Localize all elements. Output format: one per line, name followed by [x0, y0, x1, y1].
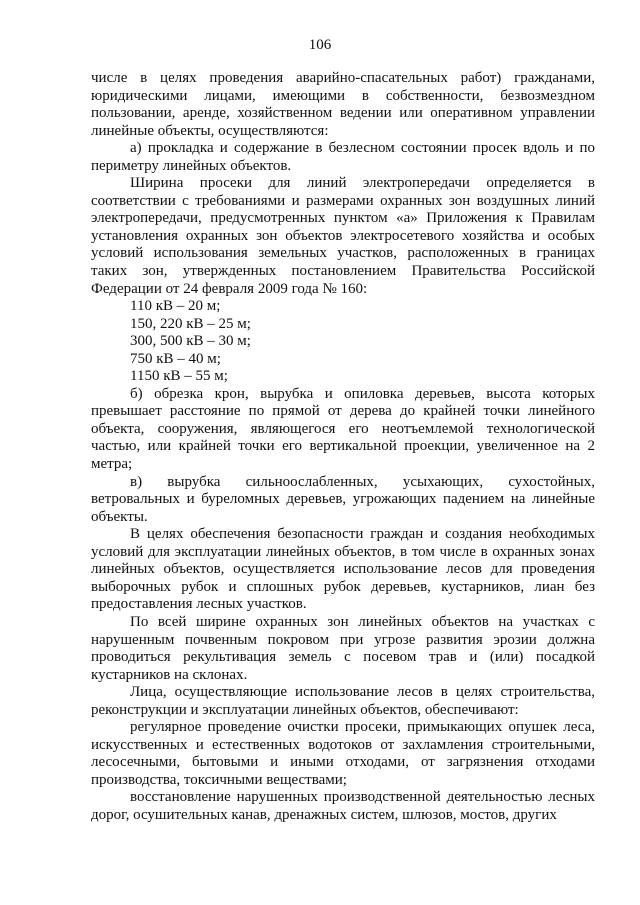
voltage-list-item: 1150 кВ – 55 м; — [130, 368, 228, 385]
paragraph-item-v: в) вырубка сильноослабленных, усыхающих, сухостойных, ветровальных и буреломных деревьев, угрожающих падением на линейные объекты. — [91, 473, 595, 525]
paragraph-cleaning: регулярное проведение очистки просеки, примыкающих опушек леса, искусственных и естественных водотоков от захламления строительными, лесосечными, бытовыми и иными отходами, от загрязнения отходами производства, токсичными веществами; — [91, 719, 595, 788]
paragraph-obligations-intro: Лица, осуществляющие использование лесов в целях строительства, реконструкции и эксплуатации линейных объектов, обеспечивают: — [91, 684, 595, 718]
voltage-list-item: 750 кВ – 40 м; — [130, 350, 221, 367]
document-body — [91, 70, 595, 825]
voltage-list-item: 150, 220 кВ – 25 м; — [130, 315, 251, 332]
paragraph-restoration: восстановление нарушенных производственной деятельностью лесных дорог, осушительных канав, дренажных систем, шлюзов, мостов, других — [91, 789, 595, 823]
page-number: 106 — [308, 37, 332, 53]
paragraph-item-b: б) обрезка крон, вырубка и опиловка деревьев, высота которых превышает расстояние по прямой от дерева до крайней точки линейного объекта, сооружения, являющегося его неотъемлемой технологической частью, или крайней точки его вертикальной проекции, увеличенное на 2 метра; — [91, 385, 595, 473]
voltage-list — [91, 298, 595, 386]
paragraph-safety: В целях обеспечения безопасности граждан и создания необходимых условий для эксплуатации линейных объектов, в том числе в охранных зонах линейных объектов, осуществляется использование лесов для проведения выборочных рубок и сплошных рубок деревьев, кустарников, лиан без предоставления лесных участков. — [91, 526, 595, 613]
paragraph-recultivation: По всей ширине охранных зон линейных объектов на участках с нарушенным почвенным покровом при угрозе развития эрозии должна проводиться рекультивация земель с посевом трав и (или) посадкой кустарников на склонах. — [91, 613, 595, 683]
voltage-list-item: 300, 500 кВ – 30 м; — [130, 333, 251, 350]
paragraph-clearing-width: Ширина просеки для линий электропередачи определяется в соответствии с требованиями и размерами охранных зон воздушных линий электропередачи, предусмотренных пунктом «а» Приложения к Правилам установления охранных зон объектов электросетевого хозяйства и особых условий использования земельных участков, расположенных в границах таких зон, утвержденных постановлением Правительства Российской Федерации от 24 февраля 2009 года № 160: — [91, 175, 595, 297]
paragraph-item-a: а) прокладка и содержание в безлесном состоянии просек вдоль и по периметру линейных объектов. — [91, 140, 595, 174]
voltage-list-item: 110 кВ – 20 м; — [130, 298, 221, 315]
paragraph-continuation: числе в целях проведения аварийно-спасательных работ) гражданами, юридическими лицами, имеющими в собственности, безвозмездном пользовании, аренде, хозяйственном ведении или оперативном управлении линейные объекты, осуществляются: — [91, 70, 595, 139]
